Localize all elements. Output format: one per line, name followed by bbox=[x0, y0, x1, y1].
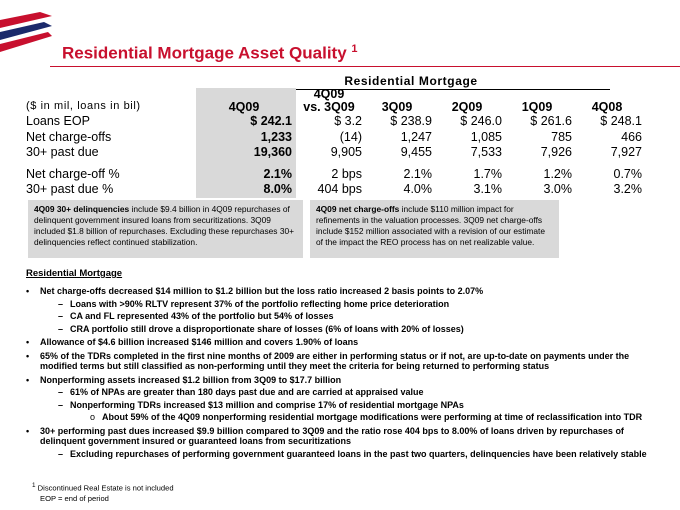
list-item: • Net charge-offs decreased $14 million to $1.2 billion but the loss ratio increased 2 basis points to 2.07% bbox=[26, 286, 484, 296]
note-right bbox=[310, 200, 559, 258]
list-item: – 61% of NPAs are greater than 180 days past due and are carried at appraised value bbox=[58, 387, 424, 397]
col-header-vs bbox=[296, 88, 362, 114]
cell-3q09: $ 238.9 bbox=[390, 114, 432, 128]
cell-vs: 404 bps bbox=[317, 182, 362, 196]
flag-logo-icon bbox=[0, 12, 52, 52]
page-title: Residential Mortgage Asset Quality $^1$ bbox=[62, 43, 358, 63]
list-item: – Nonperforming TDRs increased $13 million and comprise 17% of residential mortgage NPAs bbox=[58, 399, 464, 410]
cell-4q09: 8.0% bbox=[196, 182, 296, 198]
list-item: • 30+ performing past dues increased $9.9 billion compared to 3Q09 and the ratio rose 404 bps to 8.00% of loans driven by repurchases of delinquent government insured or guaranteed loans from securitizations bbox=[26, 425, 624, 446]
note-left-bold: 4Q09 30+ delinquencies bbox=[34, 204, 130, 214]
cell-1q09: 3.0% bbox=[543, 182, 572, 196]
list-item: • Allowance of $4.6 billion increased $146 million and covers 1.90% of loans bbox=[26, 337, 359, 347]
table-row bbox=[26, 182, 642, 198]
note-right-bold: 4Q09 net charge-offs bbox=[316, 204, 400, 214]
footnote-mark: 1 bbox=[32, 482, 36, 489]
cell-4q09: 2.1% bbox=[196, 167, 296, 183]
col-header-vs-top: 4Q09 bbox=[313, 87, 345, 101]
cell-2q09: 3.1% bbox=[473, 182, 502, 196]
cell-2q09: 1,085 bbox=[470, 129, 502, 144]
col-header-1q09: 1Q09 bbox=[521, 100, 553, 114]
cell-vs: (14) bbox=[339, 129, 362, 144]
list-item: • 65% of the TDRs completed in the first nine months of 2009 are either in performing status or if not, are up-to-date on payments under the modified terms but still classified as non-performing until they meet the criteria for being returned to performing status bbox=[26, 350, 630, 371]
col-header-vs-bottom: vs. 3Q09 bbox=[303, 100, 355, 114]
cell-vs: $ 3.2 bbox=[334, 114, 362, 128]
list-item: • Nonperforming assets increased $1.2 billion from 3Q09 to $17.7 billion bbox=[26, 374, 342, 385]
footnote-2: EOP = end of period bbox=[40, 494, 109, 503]
col-header-4q09: 4Q09 bbox=[196, 88, 296, 114]
bullet-marker: • bbox=[26, 425, 30, 436]
col-header-2q09: 2Q09 bbox=[451, 100, 483, 114]
dash-marker: – bbox=[58, 387, 64, 397]
cell-4q08: 7,927 bbox=[610, 145, 642, 159]
cell-4q09: 19,360 bbox=[196, 145, 296, 161]
title-divider bbox=[50, 66, 680, 67]
table-row bbox=[26, 145, 642, 161]
table-header-row bbox=[26, 88, 642, 114]
cell-3q09: 4.0% bbox=[403, 182, 432, 196]
metrics-table bbox=[26, 88, 642, 198]
cell-4q08: 466 bbox=[621, 129, 642, 144]
footnote-1: $^1$ Discontinued Real Estate is not included bbox=[32, 482, 174, 493]
bullet-list bbox=[24, 283, 654, 459]
cell-4q08: 3.2% bbox=[613, 182, 642, 196]
title-footnote-mark: 1 bbox=[351, 43, 358, 55]
dash-marker: – bbox=[58, 298, 64, 309]
cell-3q09: 2.1% bbox=[403, 166, 432, 181]
list-item: – CA and FL represented 43% of the portfolio but 54% of losses bbox=[58, 311, 334, 321]
row-label: Net charge-off % bbox=[26, 166, 120, 181]
cell-4q09: 1,233 bbox=[196, 130, 296, 146]
bullet-marker: • bbox=[26, 286, 30, 296]
cell-2q09: 7,533 bbox=[470, 145, 502, 159]
dash-marker: – bbox=[58, 323, 64, 334]
section-title: Residential Mortgage bbox=[26, 268, 123, 279]
units-label: ($ in mil, loans in bil) bbox=[26, 99, 141, 112]
row-label: Net charge-offs bbox=[26, 129, 112, 144]
circle-marker: o bbox=[90, 412, 96, 422]
table-row bbox=[26, 114, 642, 130]
cell-4q08: $ 248.1 bbox=[600, 114, 642, 128]
table-row bbox=[26, 167, 642, 183]
list-item: – Excluding repurchases of performing government guaranteed loans in the past two quarters, delinquencies have been relatively stable bbox=[58, 448, 647, 459]
bullet-marker: • bbox=[26, 337, 30, 347]
dash-marker: – bbox=[58, 399, 64, 410]
cell-2q09: 1.7% bbox=[473, 166, 502, 181]
cell-4q09: $ 242.1 bbox=[196, 114, 296, 130]
col-header-4q08: 4Q08 bbox=[591, 100, 623, 114]
row-label: 30+ past due bbox=[26, 145, 99, 159]
cell-1q09: $ 261.6 bbox=[530, 114, 572, 128]
cell-3q09: 9,455 bbox=[400, 145, 432, 159]
note-left-text: include $9.4 billion in 4Q09 repurchases of delinquent government insured loans from securitizations. 3Q09 included $1.8 billion of repurchases. Excluding these repurchases 30+ delinquencies reflect continued stabilization. bbox=[34, 204, 295, 247]
cell-3q09: 1,247 bbox=[400, 129, 432, 144]
note-left bbox=[28, 200, 303, 258]
note-right-text: include $110 million impact for refinements in the valuation processes. 3Q09 net charge-offs include $152 million associated with a revision of our estimate of the impact the REO process has on net realizable value. bbox=[316, 204, 546, 247]
table-group-header: Residential Mortgage bbox=[344, 74, 478, 88]
list-item: – Loans with >90% RLTV represent 37% of the portfolio reflecting home price deterioration bbox=[58, 298, 450, 309]
bullet-marker: • bbox=[26, 374, 30, 385]
row-label: Loans EOP bbox=[26, 114, 90, 128]
list-item: o About 59% of the 4Q09 nonperforming residential mortgage modifications were performing at time of reclassification into TDR bbox=[90, 412, 643, 422]
dash-marker: – bbox=[58, 448, 64, 459]
cell-vs: 2 bps bbox=[331, 166, 362, 181]
list-item: – CRA portfolio still drove a disproportionate share of losses (6% of loans with 20% of losses) bbox=[58, 323, 464, 334]
cell-1q09: 7,926 bbox=[540, 145, 572, 159]
cell-2q09: $ 246.0 bbox=[460, 114, 502, 128]
cell-vs: 9,905 bbox=[330, 145, 362, 159]
cell-1q09: 785 bbox=[551, 129, 572, 144]
col-header-3q09: 3Q09 bbox=[381, 100, 413, 114]
cell-1q09: 1.2% bbox=[543, 166, 572, 181]
dash-marker: – bbox=[58, 311, 64, 321]
cell-4q08: 0.7% bbox=[613, 166, 642, 181]
row-label: 30+ past due % bbox=[26, 182, 114, 196]
bullet-marker: • bbox=[26, 350, 30, 361]
table-row bbox=[26, 130, 642, 146]
